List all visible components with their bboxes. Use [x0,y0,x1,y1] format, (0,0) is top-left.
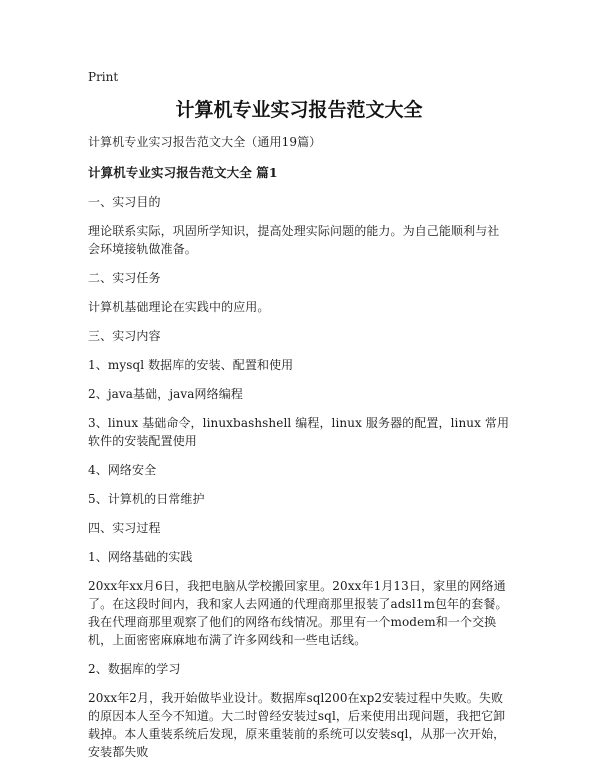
subheading-database: 2、数据库的学习 [88,662,181,676]
list-item-maintenance: 5、计算机的日常维护 [88,492,205,506]
list-item-security: 4、网络安全 [88,463,157,477]
list-item-mysql: 1、mysql 数据库的安装、配置和使用 [88,358,294,372]
heading-task: 二、实习任务 [88,271,161,285]
paragraph-task: 计算机基础理论在实践中的应用。 [88,300,270,314]
list-item-java: 2、java基础，java网络编程 [88,387,243,401]
heading-purpose: 一、实习目的 [88,195,161,209]
document-subtitle: 计算机专业实习报告范文大全（通用19篇） [88,135,322,149]
paragraph-purpose: 理论联系实际，巩固所学知识，提高处理实际问题的能力。为自己能顺利与社会环境接轨做准备。 [88,224,500,256]
heading-process: 四、实习过程 [88,521,161,535]
paragraph-database: 20xx年2月，我开始做毕业设计。数据库sql200在xp2安装过程中失败。失败的原因本人至今不知道。大二时曾经安装过sql，后来使用出现问题，我把它卸载掉。本人重装系统后发现，原来重装前的系统可以安装sql，从那一次开始，安装都失败 [88,691,506,759]
section-title: 计算机专业实习报告范文大全 篇1 [88,165,278,180]
heading-content: 三、实习内容 [88,329,161,343]
paragraph-network: 20xx年xx月6日，我把电脑从学校搬回家里。20xx年1月13日，家里的网络通了。在这段时间内，我和家人去网通的代理商那里报装了adsl1m包年的套餐。我在代理商那里观察了他们的网络布线情况。那里有一个modem和一个交换机，上面密密麻麻地布满了许多网线和一些电话线。 [88,579,508,647]
print-label: Print [88,70,119,84]
document-title: 计算机专业实习报告范文大全 [175,99,423,121]
list-item-linux: 3、linux 基础命令，linuxbashshell 编程，linux 服务器的配置，linux 常用软件的安装配置使用 [88,416,510,448]
subheading-network: 1、网络基础的实践 [88,550,193,564]
